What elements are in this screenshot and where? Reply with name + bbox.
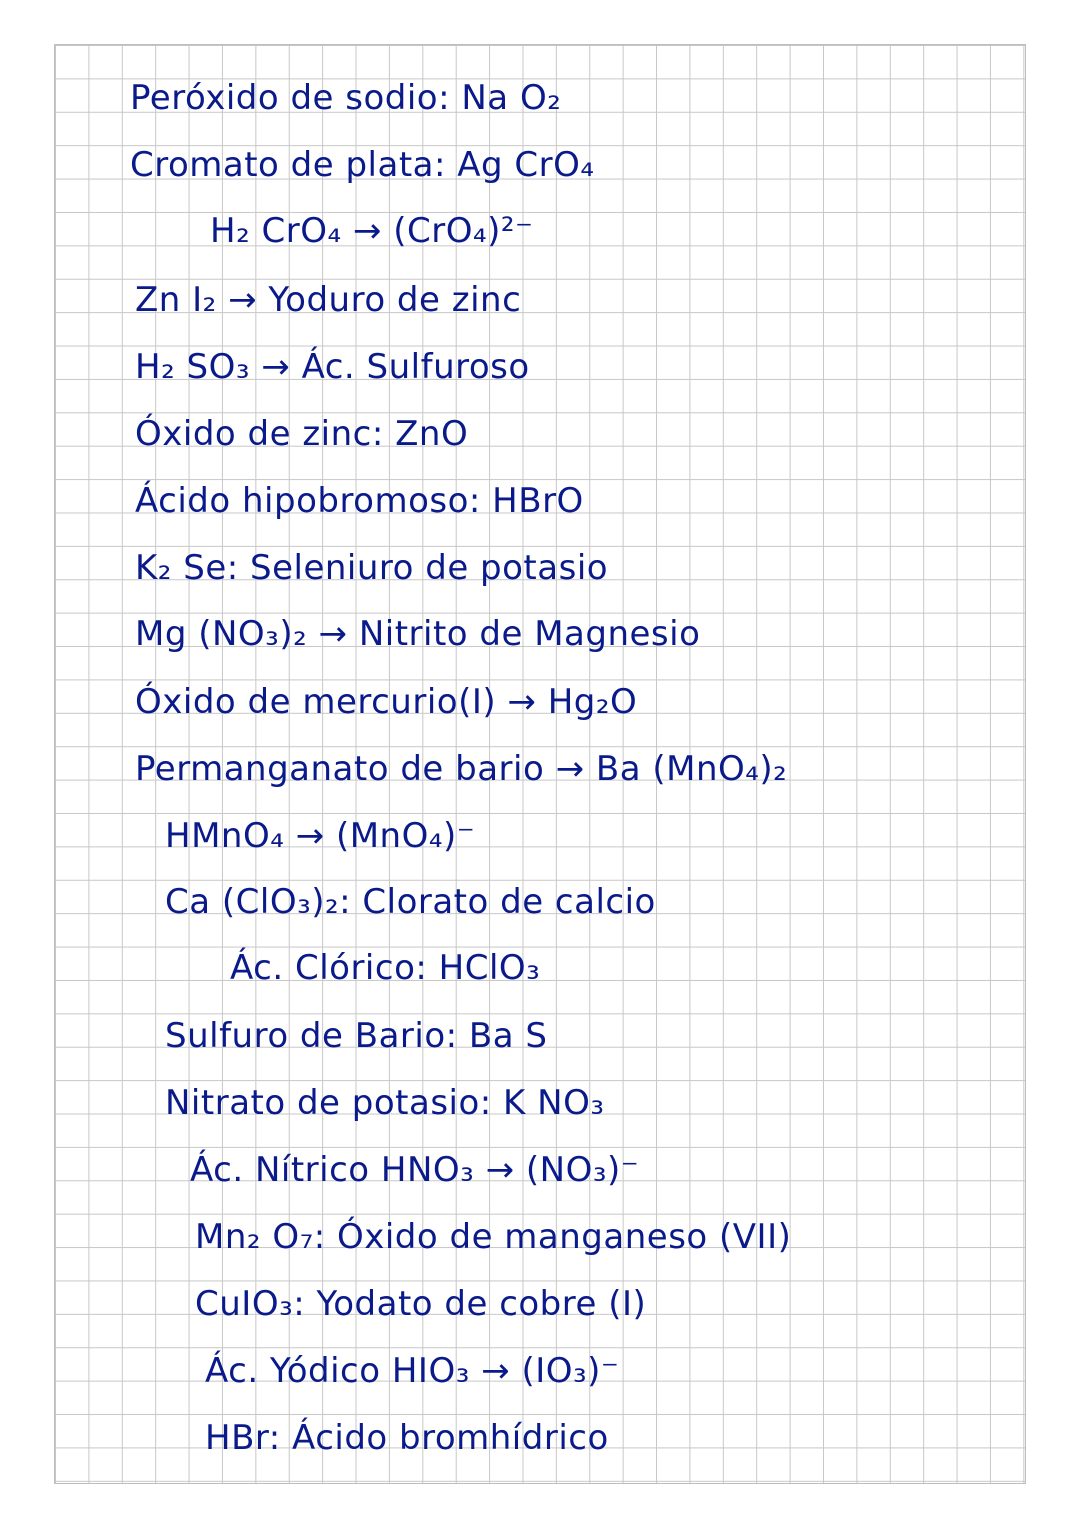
note-line: Ca (ClO₃)₂: Clorato de calcio	[165, 882, 656, 922]
note-line: Ácido hipobromoso: HBrO	[135, 481, 584, 521]
note-line: Cromato de plata: Ag CrO₄	[130, 145, 595, 185]
note-line: Mn₂ O₇: Óxido de manganeso (VII)	[195, 1217, 792, 1257]
note-line: Peróxido de sodio: Na O₂	[130, 78, 562, 118]
note-line: Ác. Clórico: HClO₃	[230, 948, 541, 988]
note-line: HMnO₄ → (MnO₄)⁻	[165, 816, 476, 856]
note-line: CuIO₃: Yodato de cobre (I)	[195, 1284, 647, 1324]
note-line: Ác. Nítrico HNO₃ → (NO₃)⁻	[190, 1150, 640, 1190]
note-line: H₂ SO₃ → Ác. Sulfuroso	[135, 347, 530, 387]
note-line: Mg (NO₃)₂ → Nitrito de Magnesio	[135, 614, 701, 654]
note-line: Óxido de mercurio(I) → Hg₂O	[135, 682, 638, 722]
note-line: Permanganato de bario → Ba (MnO₄)₂	[135, 749, 788, 789]
note-line: Zn I₂ → Yoduro de zinc	[135, 280, 522, 320]
note-line: K₂ Se: Seleniuro de potasio	[135, 548, 609, 588]
note-line: Nitrato de potasio: K NO₃	[165, 1083, 605, 1123]
note-line: Óxido de zinc: ZnO	[135, 414, 469, 454]
note-line: Sulfuro de Bario: Ba S	[165, 1016, 548, 1056]
note-line: HBr: Ácido bromhídrico	[205, 1418, 609, 1458]
note-line: Ác. Yódico HIO₃ → (IO₃)⁻	[205, 1351, 620, 1391]
note-line: H₂ CrO₄ → (CrO₄)²⁻	[210, 211, 534, 251]
